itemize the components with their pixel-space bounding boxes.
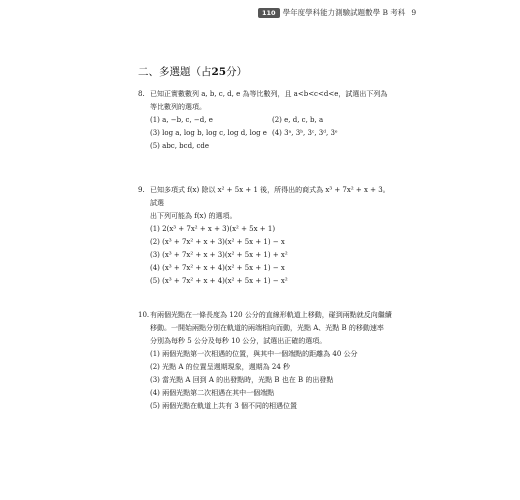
option-2: (2) (x³ + 7x² + x + 3)(x² + 5x + 1) − x bbox=[150, 238, 285, 246]
option-4: (4) 兩個光點第二次相遇在其中一個端點 bbox=[150, 389, 275, 397]
question-stem-line: 等比數列的選項。 bbox=[150, 103, 206, 111]
question-9 bbox=[138, 184, 394, 288]
option-2: (2) 光點 A 的位置呈週期現象，週期為 24 秒 bbox=[150, 363, 291, 371]
section-heading bbox=[138, 64, 247, 79]
question-number: 10. bbox=[138, 311, 150, 319]
question-stem-line: 移動。一開始兩點分別在軌道的兩端相向而動，光點 A、光點 B 的移動速率 bbox=[150, 324, 384, 332]
option-1: (1) 兩個光點第一次相遇的位置，與其中一個端點的距離為 40 公分 bbox=[150, 350, 358, 358]
option-5: (5) abc, bcd, cde bbox=[150, 142, 210, 150]
question-number: 9. bbox=[138, 186, 145, 194]
option-5: (5) 兩個光點在軌道上共有 3 個不同的相遇位置 bbox=[150, 402, 298, 410]
option-1: (1) 2(x³ + 7x² + x + 3)(x² + 5x + 1) bbox=[150, 225, 276, 233]
question-stem-line: 分別為每秒 5 公分及每秒 10 公分，試選出正確的選項。 bbox=[150, 337, 327, 345]
question-stem-line: 有兩個光點在一條長度為 120 公分的直線形軌道上移動，碰到兩點就反向繼續 bbox=[150, 311, 392, 319]
options-list bbox=[150, 114, 394, 153]
question-number: 8. bbox=[138, 90, 145, 98]
option-4: (4) (x³ + 7x² + x + 4)(x² + 5x + 1) − x bbox=[150, 264, 285, 272]
options-list bbox=[150, 223, 394, 288]
option-5: (5) (x³ + 7x² + x + 4)(x² + 5x + 1) − x² bbox=[150, 277, 288, 285]
page-number: 9 bbox=[411, 8, 417, 17]
option-3: (3) log a, log b, log c, log d, log e bbox=[150, 129, 267, 137]
year-tag: 110 bbox=[258, 8, 280, 18]
option-1: (1) a, −b, c, −d, e bbox=[150, 116, 213, 124]
option-4: (4) 3ᵃ, 3ᵇ, 3ᶜ, 3ᵈ, 3ᵉ bbox=[272, 129, 338, 137]
question-8 bbox=[138, 88, 394, 153]
options-list bbox=[150, 348, 394, 413]
section-unit: 分） bbox=[226, 66, 248, 78]
section-title: 二、多選題（占 bbox=[138, 66, 212, 78]
page-header bbox=[258, 6, 416, 19]
section-points: 25 bbox=[211, 66, 227, 78]
question-stem-line: 已知多項式 f(x) 除以 x² + 5x + 1 後，所得出的商式為 x³ + 7x² + x + 3。試選 bbox=[150, 186, 390, 207]
question-10 bbox=[138, 309, 394, 413]
exam-title: 學年度學科能力測驗試題數學 B 考科 bbox=[282, 8, 406, 17]
option-3: (3) (x³ + 7x² + x + 3)(x² + 5x + 1) + x² bbox=[150, 251, 288, 259]
option-2: (2) e, d, c, b, a bbox=[272, 116, 324, 124]
option-3: (3) 當光點 A 回到 A 的出發點時，光點 B 也在 B 的出發點 bbox=[150, 376, 334, 384]
question-stem-line: 出下列可能為 f(x) 的選項。 bbox=[150, 212, 237, 220]
question-stem-line: 已知正實數數列 a, b, c, d, e 為等比數列，且 a<b<c<d<e，試選出下列為 bbox=[150, 90, 388, 98]
